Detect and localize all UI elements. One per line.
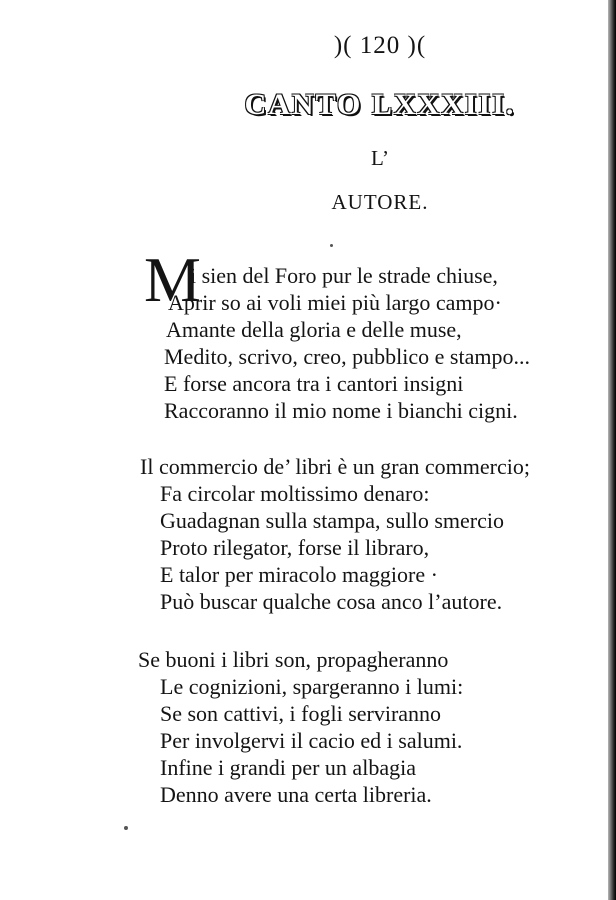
poem-line: Se son cattivi, i fogli serviranno	[160, 701, 442, 726]
poem-line: Se buoni i libri son, propagheranno	[138, 647, 449, 672]
poem-line: Medito, scrivo, creo, pubblico e stampo...	[164, 344, 530, 369]
poem-line: Infine i grandi per un albagia	[160, 755, 416, 780]
drop-cap: M	[144, 244, 201, 315]
poem-line: Raccoranno il mio nome i bianchi cigni.	[164, 398, 518, 423]
poem-line: Aprir so ai voli miei più largo campo·	[168, 290, 502, 315]
poem-line: Può buscar qualche cosa anco l’autore.	[160, 589, 503, 614]
speaker-label: L’	[371, 146, 389, 170]
ink-speck	[124, 826, 128, 830]
poem-line: Fa circolar moltissimo denaro:	[160, 481, 430, 506]
poem-line: Per involgervi il cacio ed i salumi.	[160, 728, 463, 753]
poem-line: Amante della gloria e delle muse,	[166, 317, 462, 342]
page-number: )( 120 )(	[333, 32, 427, 59]
poem-line: E forse ancora tra i cantori insigni	[164, 371, 464, 396]
poem-line: Il commercio de’ libri è un gran commercio;	[140, 454, 530, 479]
poem-line: Le cognizioni, spargeranno i lumi:	[160, 674, 464, 699]
poem-line: Proto rilegator, forse il libraro,	[160, 535, 430, 560]
ink-speck	[330, 244, 333, 247]
poem-line: i sien del Foro pur le strade chiuse,	[190, 263, 498, 288]
poem-title: AUTORE.	[331, 190, 429, 214]
poem-line: Denno avere una certa libreria.	[160, 782, 432, 807]
canto-heading: CANTO LXXXIII.	[244, 88, 516, 121]
poem-line: Guadagnan sulla stampa, sullo smercio	[160, 508, 504, 533]
page-edge	[608, 0, 616, 900]
poem-line: E talor per miracolo maggiore ·	[160, 562, 438, 587]
